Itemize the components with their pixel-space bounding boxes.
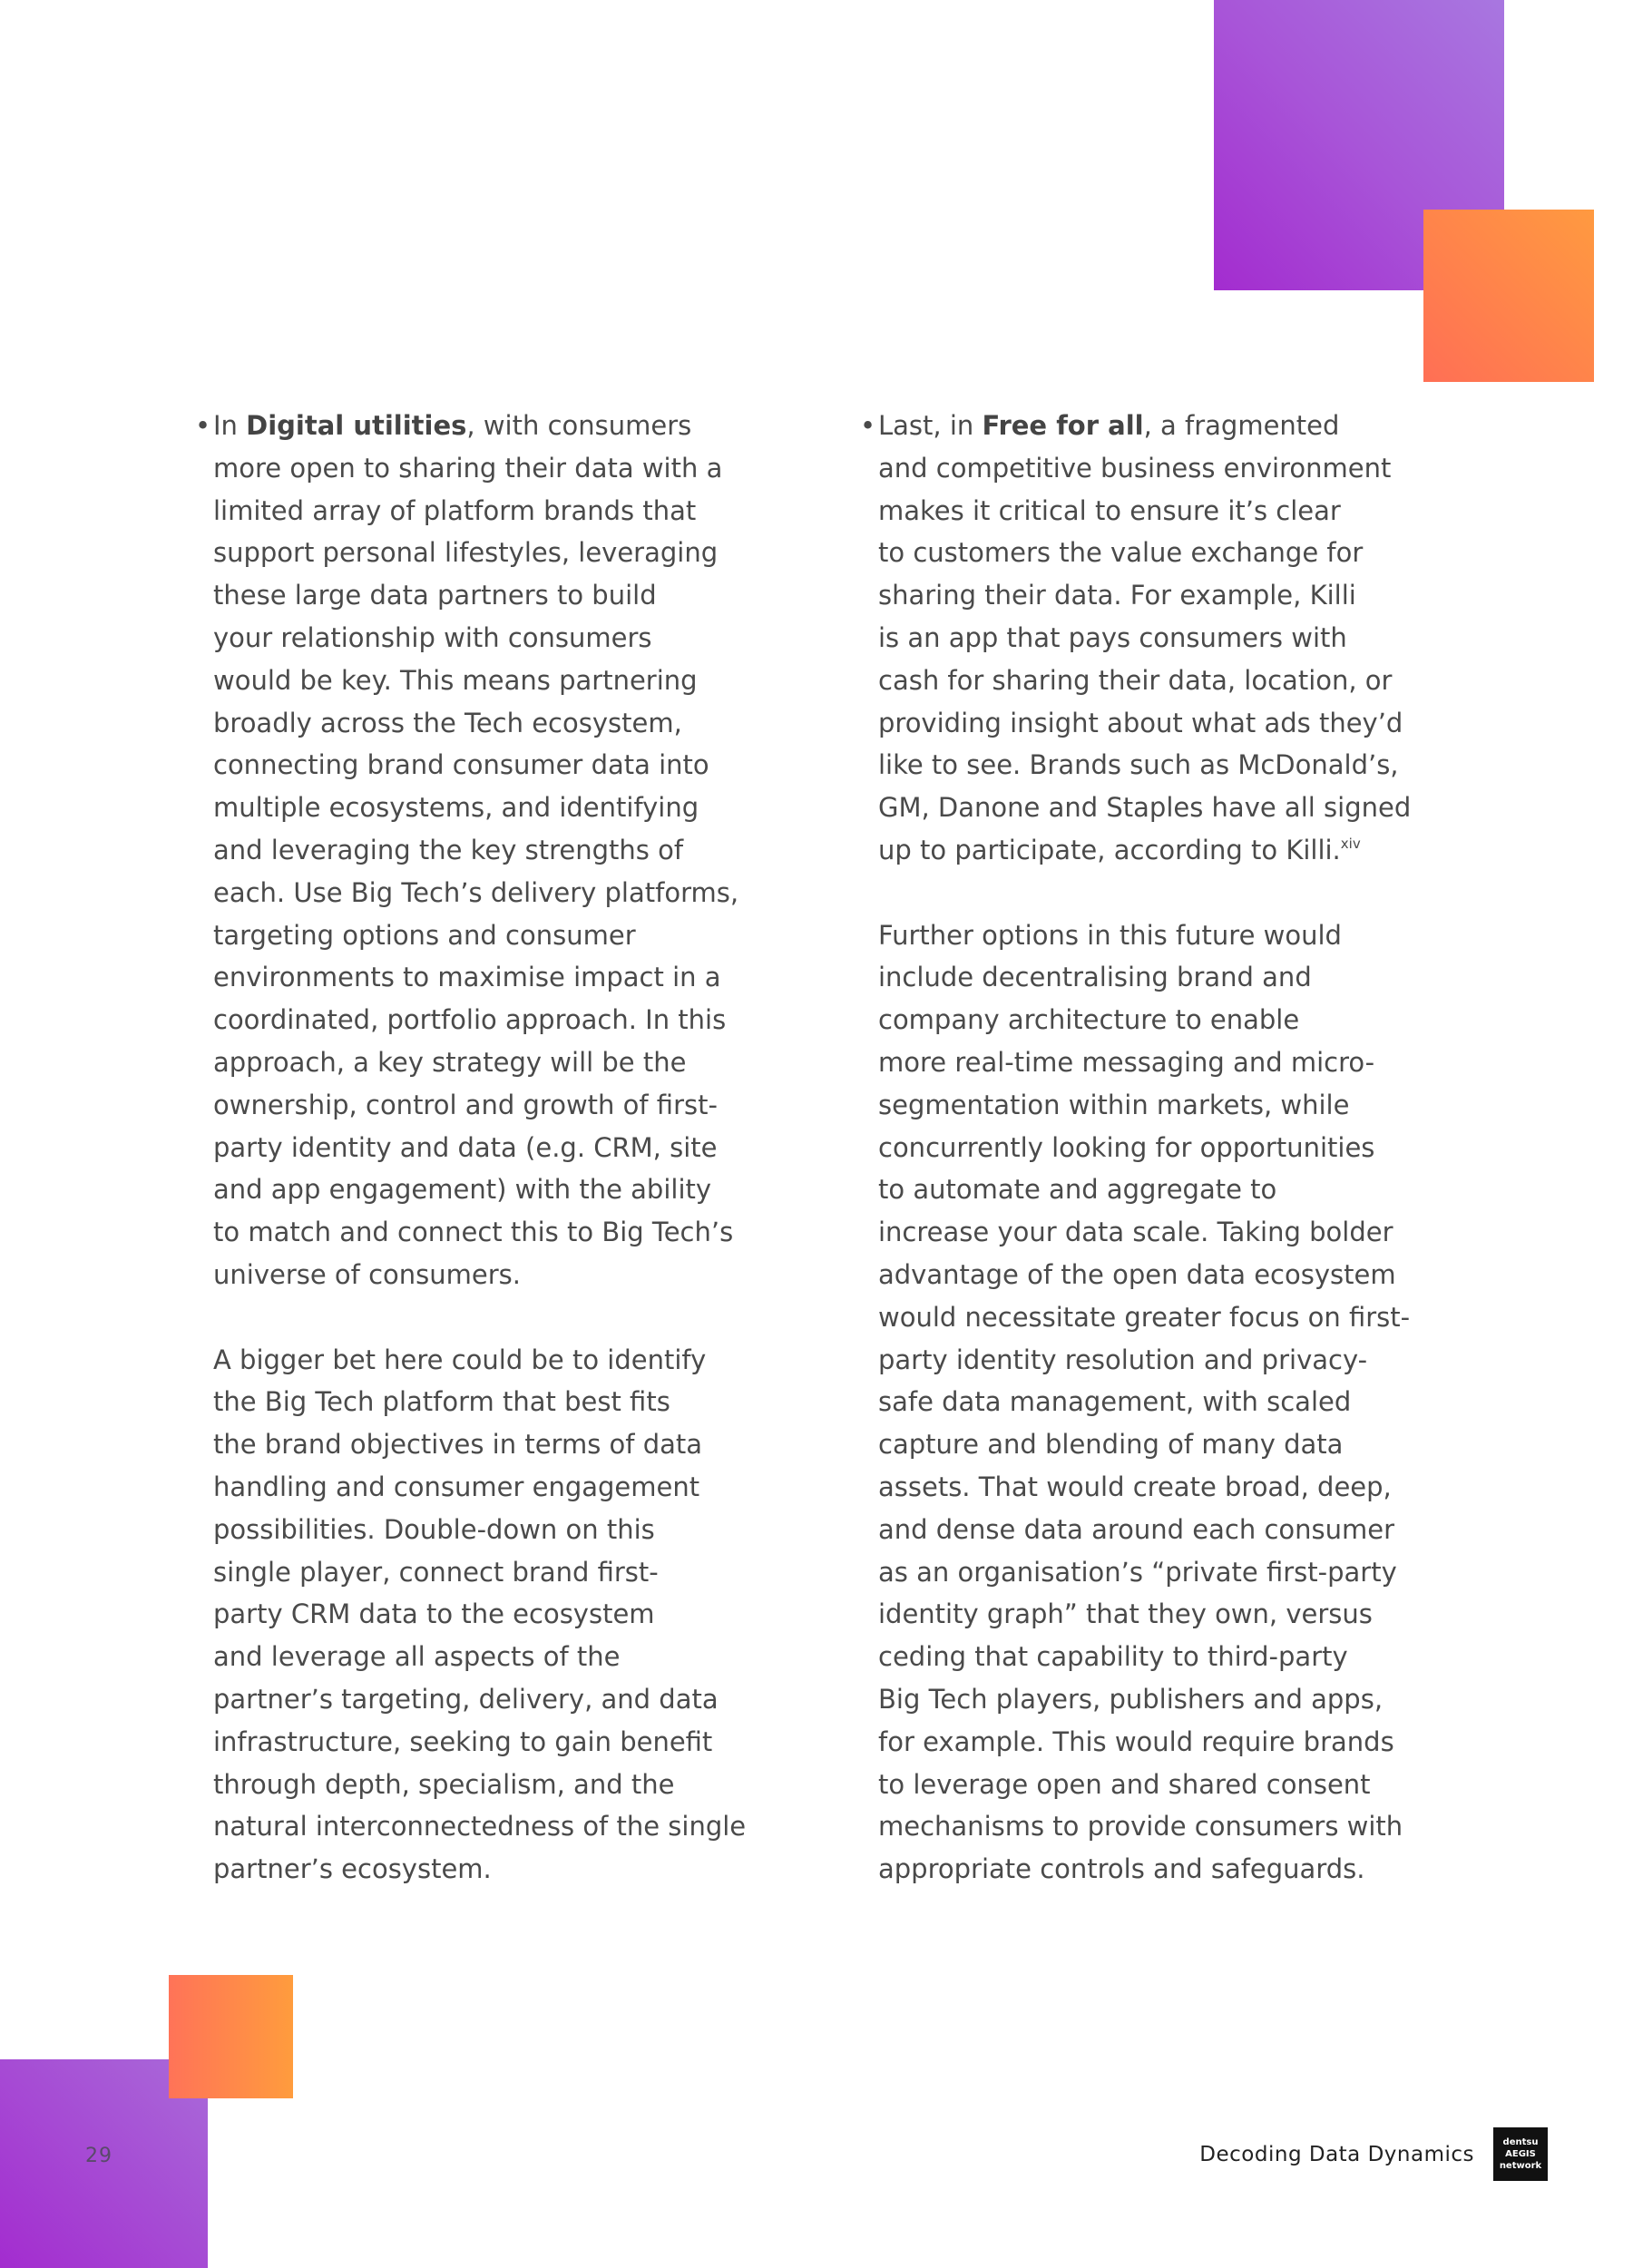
paragraph-line: coordinated, portfolio approach. In this [213, 1004, 727, 1036]
paragraph-line: is an app that pays consumers with [878, 621, 1347, 653]
paragraph-lines [878, 914, 1441, 1891]
paragraph-line: providing insight about what ads they’d [878, 707, 1403, 738]
paragraph-line: and competitive business environment [878, 452, 1392, 484]
document-title: Decoding Data Dynamics [1199, 2143, 1474, 2166]
paragraph-line: In Digital utilities, with consumers [213, 410, 692, 441]
paragraph-line: advantage of the open data ecosystem [878, 1258, 1396, 1290]
decorative-orange-square-bottom [169, 1975, 293, 2098]
paragraph-line: handling and consumer engagement [213, 1471, 700, 1502]
paragraph-line: party identity resolution and privacy- [878, 1344, 1368, 1375]
paragraph-line: assets. That would create broad, deep, [878, 1471, 1392, 1502]
paragraph-line: party identity and data (e.g. CRM, site [213, 1131, 718, 1163]
paragraph-line: appropriate controls and safeguards. [878, 1853, 1365, 1885]
paragraph-line: environments to maximise impact in a [213, 962, 721, 993]
paragraph-line: to customers the value exchange for [878, 537, 1364, 569]
paragraph-line: include decentralising brand and [878, 962, 1312, 993]
paragraph-line: company architecture to enable [878, 1004, 1300, 1036]
decorative-orange-square-top [1423, 210, 1594, 382]
paragraph-line: Last, in Free for all, a fragmented [878, 410, 1340, 441]
paragraph-line: limited array of platform brands that [213, 494, 697, 526]
paragraph-line: to leverage open and shared consent [878, 1768, 1371, 1800]
paragraph-line: party CRM data to the ecosystem [213, 1598, 655, 1630]
paragraph-line: identity graph” that they own, versus [878, 1598, 1373, 1630]
paragraph-line: to automate and aggregate to [878, 1174, 1277, 1206]
paragraph-line: and leveraging the key strengths of [213, 834, 684, 865]
paragraph-line: would be key. This means partnering [213, 664, 698, 696]
paragraph-line: partner’s targeting, delivery, and data [213, 1683, 719, 1715]
paragraph-line: your relationship with consumers [213, 621, 652, 653]
bullet-icon: • [195, 410, 211, 441]
paragraph-line: A bigger bet here could be to identify [213, 1344, 707, 1375]
paragraph-line: support personal lifestyles, leveraging [213, 537, 719, 569]
paragraph-line: cash for sharing their data, location, or [878, 664, 1393, 696]
paragraph-line: would necessitate greater focus on first- [878, 1301, 1411, 1333]
paragraph-line: makes it critical to ensure it’s clear [878, 494, 1341, 526]
scenario-name: Free for all [982, 410, 1144, 441]
right-bullet-paragraph [860, 405, 1441, 872]
paragraph-line: concurrently looking for opportunities [878, 1131, 1375, 1163]
paragraph-line: and leverage all aspects of the [213, 1641, 621, 1673]
paragraph-line: segmentation within markets, while [878, 1089, 1350, 1120]
paragraph-line: as an organisation’s “private first-party [878, 1556, 1397, 1588]
paragraph-line: and dense data around each consumer [878, 1513, 1395, 1545]
paragraph-line: the brand objectives in terms of data [213, 1429, 703, 1461]
paragraph-line: more open to sharing their data with a [213, 452, 723, 484]
paragraph-line: safe data management, with scaled [878, 1386, 1352, 1418]
paragraph-line: infrastructure, seeking to gain benefit [213, 1725, 713, 1757]
paragraph-line: for example. This would require brands [878, 1725, 1394, 1757]
paragraph-line: sharing their data. For example, Killi [878, 580, 1356, 611]
paragraph-line: these large data partners to build [213, 580, 657, 611]
left-paragraph-2 [213, 1339, 776, 1891]
paragraph-line: capture and blending of many data [878, 1429, 1344, 1461]
paragraph-line: ownership, control and growth of first- [213, 1089, 718, 1120]
bullet-icon: • [860, 410, 876, 441]
paragraph-line: to match and connect this to Big Tech’s [213, 1217, 734, 1248]
paragraph-line: like to see. Brands such as McDonald’s, [878, 749, 1399, 781]
paragraph-line: through depth, specialism, and the [213, 1768, 675, 1800]
paragraph-line: up to participate, according to Killi.$^{xiv}$ [878, 834, 1361, 865]
paragraph-line: each. Use Big Tech’s delivery platforms, [213, 876, 739, 908]
logo-line: AEGIS [1505, 2149, 1536, 2159]
left-column [195, 405, 776, 1891]
paragraph-lines [878, 447, 1441, 829]
logo-line: dentsu [1502, 2137, 1539, 2147]
footnote-reference[interactable]: xiv [1340, 835, 1361, 852]
paragraph-line: more real-time messaging and micro- [878, 1046, 1375, 1078]
paragraph-line: and app engagement) with the ability [213, 1174, 712, 1206]
paragraph-line: ceding that capability to third-party [878, 1641, 1348, 1673]
right-column [860, 405, 1441, 1891]
dentsu-aegis-logo [1493, 2127, 1548, 2181]
paragraph-line: natural interconnectedness of the single [213, 1811, 747, 1843]
paragraph-line: GM, Danone and Staples have all signed [878, 792, 1412, 824]
logo-line: network [1499, 2161, 1542, 2171]
left-bullet-paragraph [195, 405, 776, 1296]
paragraph-lines [213, 1339, 776, 1891]
paragraph-line: multiple ecosystems, and identifying [213, 792, 699, 824]
paragraph-line: possibilities. Double-down on this [213, 1513, 655, 1545]
paragraph-line: Further options in this future would [878, 919, 1342, 951]
scenario-name: Digital utilities [246, 410, 467, 441]
right-paragraph-2 [878, 914, 1441, 1891]
paragraph-line: the Big Tech platform that best fits [213, 1386, 670, 1418]
paragraph-line: Big Tech players, publishers and apps, [878, 1683, 1384, 1715]
paragraph-line: broadly across the Tech ecosystem, [213, 707, 682, 738]
paragraph-lines [213, 447, 776, 1296]
page-number: 29 [85, 2145, 112, 2167]
paragraph-line: universe of consumers. [213, 1258, 521, 1290]
paragraph-line: partner’s ecosystem. [213, 1853, 492, 1885]
paragraph-line: mechanisms to provide consumers with [878, 1811, 1403, 1843]
paragraph-line: approach, a key strategy will be the [213, 1046, 687, 1078]
paragraph-line: connecting brand consumer data into [213, 749, 709, 781]
paragraph-line: single player, connect brand first- [213, 1556, 659, 1588]
paragraph-line: targeting options and consumer [213, 919, 636, 951]
paragraph-line: increase your data scale. Taking bolder [878, 1217, 1393, 1248]
